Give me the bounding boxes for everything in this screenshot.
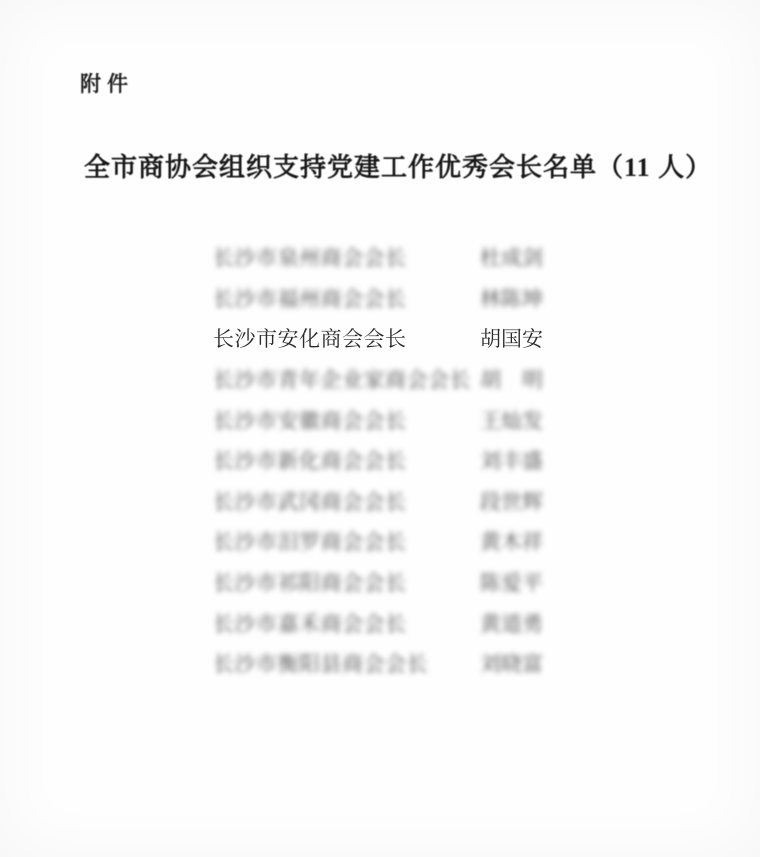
org-title: 长沙市安化商会会长 (213, 327, 407, 352)
president-name: 胡国安 (480, 327, 543, 352)
org-title: 长沙市安徽商会会长 (213, 408, 407, 433)
list-item (213, 521, 633, 562)
list-item (213, 278, 633, 319)
list-item (213, 318, 633, 359)
president-name: 王灿发 (480, 408, 543, 433)
president-name: 黄道勇 (480, 611, 543, 636)
org-title: 长沙市福州商会会长 (213, 286, 407, 311)
org-title: 长沙市汨罗商会会长 (213, 530, 407, 555)
org-title: 长沙市青年企业家商会会长 (213, 368, 471, 393)
org-title: 长沙市泉州商会会长 (213, 246, 407, 271)
page-title: 全市商协会组织支持党建工作优秀会长名单（11 人） (84, 153, 713, 182)
list-item (213, 643, 633, 684)
president-name: 段世辉 (480, 489, 543, 514)
list-item (213, 562, 633, 603)
president-name: 杜成剑 (480, 246, 543, 271)
attachment-label: 附件 (80, 72, 134, 96)
president-name: 刘晓富 (480, 652, 543, 677)
list-item (213, 359, 633, 400)
president-name: 胡 明 (480, 368, 543, 393)
org-title: 长沙市祁阳商会会长 (213, 571, 407, 596)
list-item (213, 481, 633, 522)
list-item (213, 399, 633, 440)
org-title: 长沙市衡阳县商会会长 (213, 652, 428, 677)
list-item (213, 237, 633, 278)
org-title: 长沙市嘉禾商会会长 (213, 611, 407, 636)
list-item (213, 602, 633, 643)
org-title: 长沙市武冈商会会长 (213, 489, 407, 514)
president-name: 陈爱平 (480, 571, 543, 596)
president-name: 林陈坤 (480, 286, 543, 311)
org-title: 长沙市新化商会会长 (213, 449, 407, 474)
president-list (213, 237, 633, 684)
president-name: 刘丰盛 (480, 449, 543, 474)
president-name: 黄木祥 (480, 530, 543, 555)
list-item (213, 440, 633, 481)
